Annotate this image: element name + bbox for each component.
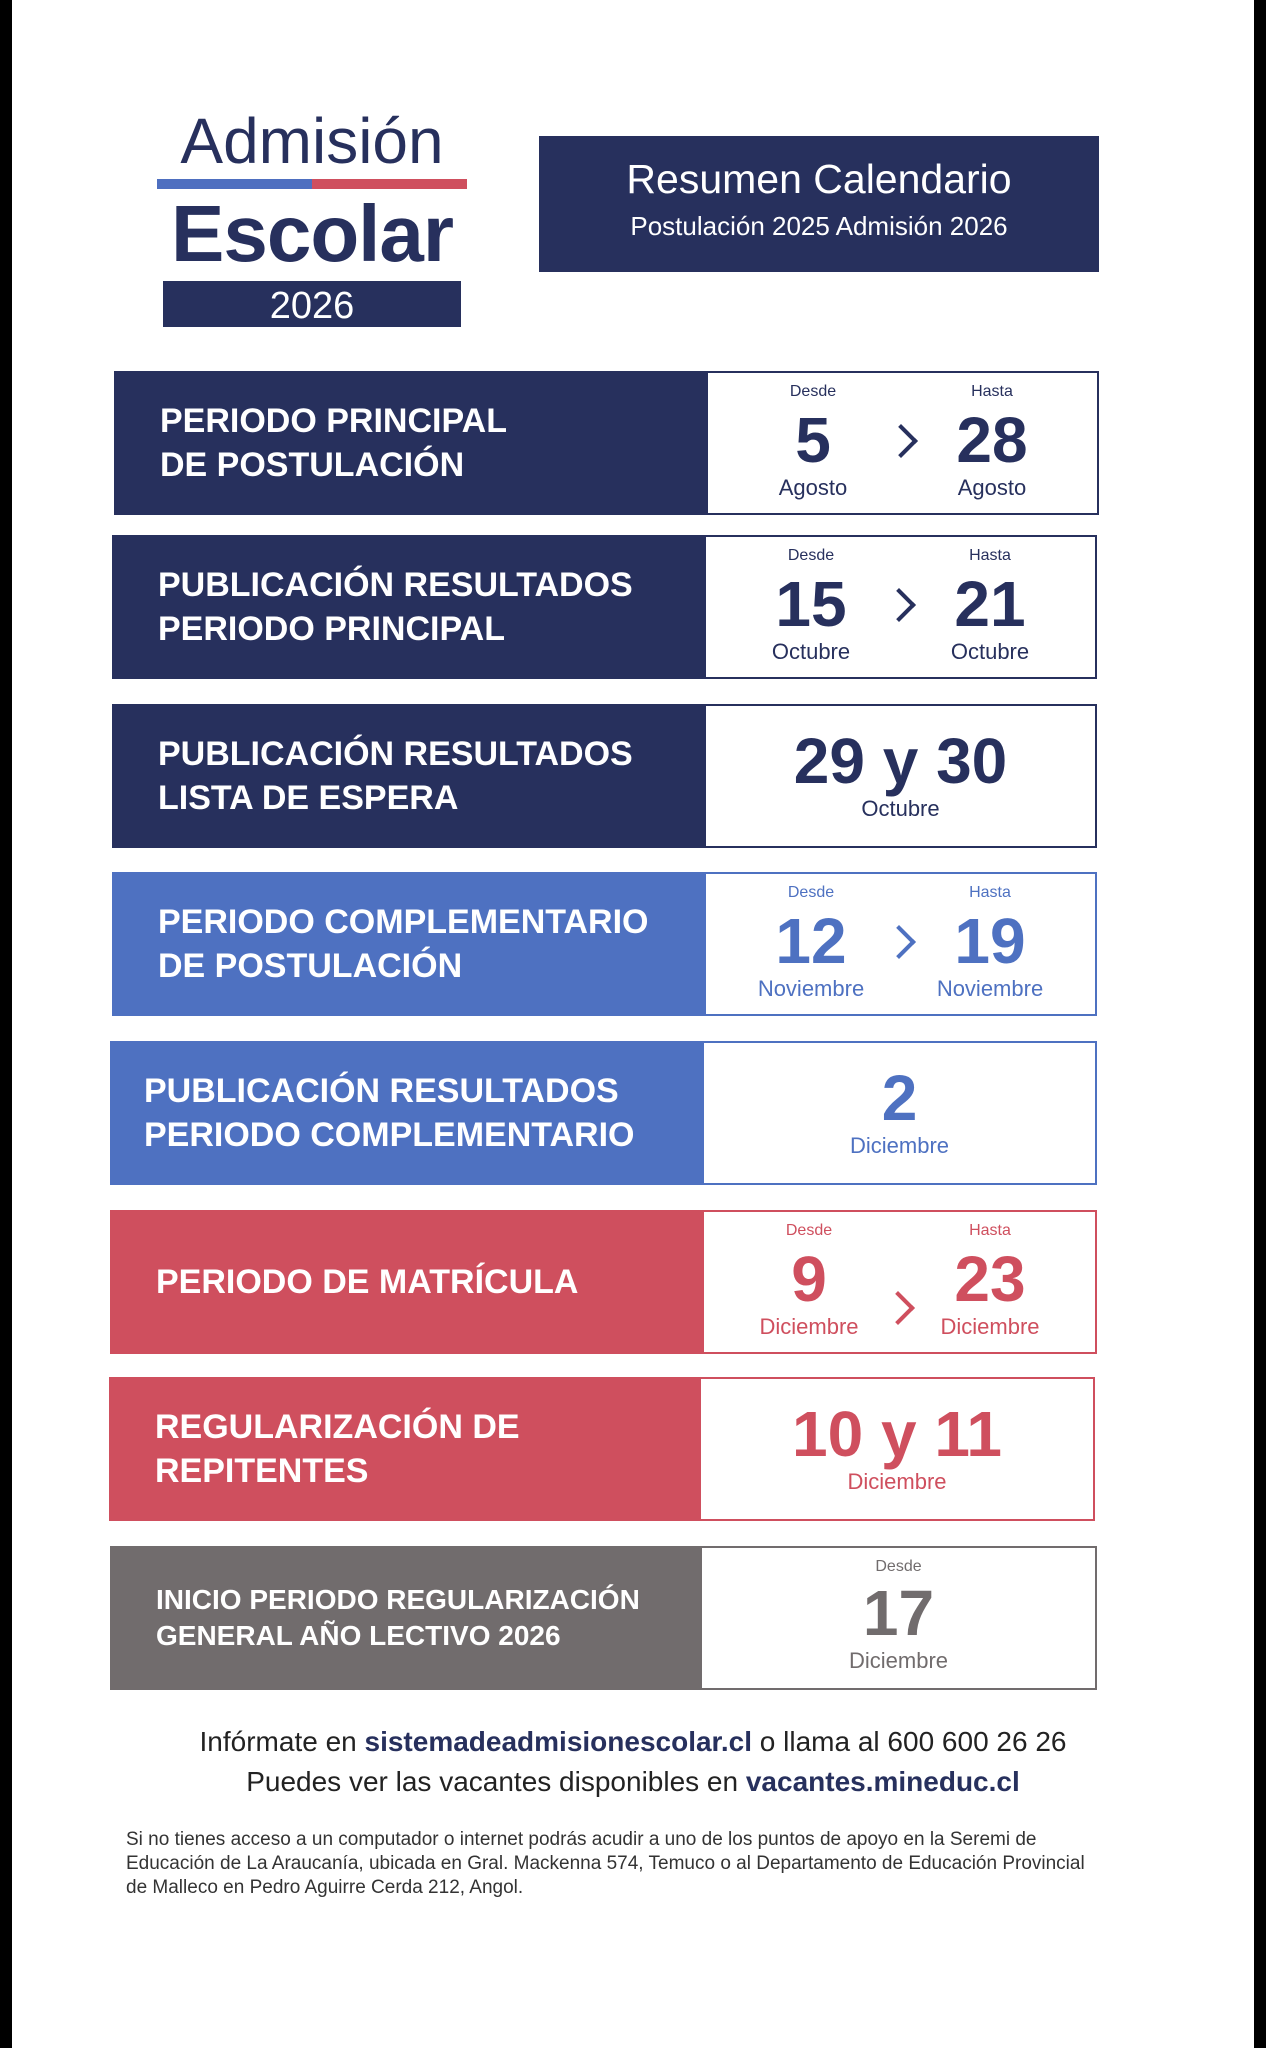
date-to [915, 537, 1065, 665]
row-dates [704, 535, 1097, 679]
from-day: 15 [775, 568, 847, 640]
to-month: Agosto [957, 475, 1027, 500]
row-label-line1: PERIODO DE MATRÍCULA [156, 1263, 579, 1301]
to-caption: Hasta [969, 884, 1011, 901]
row-label-line1: PERIODO PRINCIPAL [160, 402, 507, 440]
row-publicacion-principal [112, 535, 1097, 679]
row-label [114, 371, 706, 515]
day: 17 [862, 1577, 935, 1649]
row-dates [699, 1377, 1095, 1521]
from-month: Octubre [771, 639, 851, 664]
row-label-line1: PUBLICACIÓN RESULTADOS [158, 735, 633, 773]
support-note: Si no tienes acceso a un computador o internet podrás acudir a uno de los puntos de apoyo en la Seremi de Educación de La Araucanía, ubicada en Gral. Mackenna 574, Temuco o al Departamento de Educación Provincial de Malleco en Pedro Aguirre Cerda 212, Angol. [126, 1829, 1085, 1898]
info-line-1 [12, 1726, 1254, 1758]
month: Octubre [861, 796, 940, 821]
date-to [917, 373, 1067, 501]
to-day: 19 [954, 905, 1026, 977]
to-month: Noviembre [936, 976, 1044, 1001]
to-caption: Hasta [969, 1222, 1011, 1239]
from-month: Noviembre [757, 976, 865, 1001]
date-from [736, 874, 886, 1002]
row-periodo-principal [114, 371, 1099, 515]
to-day: 21 [954, 568, 1026, 640]
row-dates [702, 1210, 1097, 1354]
row-label-line2: PERIODO PRINCIPAL [158, 610, 505, 648]
row-label-line2: GENERAL AÑO LECTIVO 2026 [156, 1620, 561, 1651]
info-text: Puedes ver las vacantes disponibles en [246, 1766, 746, 1797]
month: Diciembre [847, 1469, 947, 1494]
to-day: 28 [956, 404, 1028, 476]
row-dates [702, 1041, 1097, 1185]
date-single [702, 1548, 1095, 1674]
info-text: Infórmate en [199, 1726, 365, 1757]
row-label [110, 1210, 702, 1354]
to-caption: Hasta [971, 383, 1013, 400]
info-phone-text: o llama al 600 600 26 26 [752, 1726, 1067, 1757]
row-publicacion-complementario [110, 1041, 1097, 1185]
date-single [704, 1043, 1095, 1159]
header-box [539, 136, 1099, 272]
from-caption: Desde [785, 1222, 833, 1239]
website-link[interactable]: sistemadeadmisionescolar.cl [364, 1726, 753, 1757]
row-regularizacion-repitentes [109, 1377, 1095, 1521]
info-line-2 [12, 1766, 1254, 1798]
chevron-right-icon [884, 424, 918, 458]
row-label-line2: DE POSTULACIÓN [158, 947, 463, 985]
row-lista-espera [112, 704, 1097, 848]
date-from [736, 537, 886, 665]
from-month: Diciembre [759, 1314, 859, 1339]
page-title: Resumen Calendario [626, 156, 1012, 202]
from-caption: Desde [787, 547, 835, 564]
row-dates [706, 371, 1099, 515]
vacantes-link[interactable]: vacantes.mineduc.cl [745, 1766, 1020, 1797]
row-dates [704, 872, 1097, 1016]
row-label [110, 1546, 700, 1690]
logo-year: 2026 [163, 281, 461, 327]
date-single [706, 706, 1095, 822]
row-label-line2: PERIODO COMPLEMENTARIO [144, 1116, 635, 1154]
date-to [915, 1212, 1065, 1340]
page-subtitle: Postulación 2025 Admisión 2026 [630, 211, 1008, 241]
row-label [112, 704, 704, 848]
chevron-right-icon [882, 925, 916, 959]
date-from [738, 373, 888, 501]
row-periodo-matricula [110, 1210, 1097, 1354]
logo-stripe [157, 179, 467, 189]
row-label-line2: REPITENTES [155, 1452, 369, 1490]
date-to [915, 874, 1065, 1002]
row-periodo-complementario [112, 872, 1097, 1016]
row-label-line2: LISTA DE ESPERA [158, 779, 459, 817]
logo-main-text: Escolar [170, 189, 454, 278]
from-month: Agosto [778, 475, 848, 500]
to-month: Octubre [950, 639, 1030, 664]
to-caption: Hasta [969, 547, 1011, 564]
chevron-right-icon [881, 1291, 915, 1325]
row-label [112, 535, 704, 679]
logo-top-text: Admisión [180, 105, 444, 177]
day: 10 y 11 [792, 1398, 1002, 1470]
row-label-line2: DE POSTULACIÓN [160, 446, 465, 484]
row-label [112, 872, 704, 1016]
row-label-line1: PERIODO COMPLEMENTARIO [158, 903, 649, 941]
admision-escolar-logo [157, 105, 467, 327]
day: 2 [881, 1062, 918, 1134]
row-dates [704, 704, 1097, 848]
row-dates [700, 1546, 1097, 1690]
to-day: 23 [954, 1243, 1026, 1315]
row-label [110, 1041, 702, 1185]
from-day: 12 [775, 905, 847, 977]
from-caption: Desde [789, 383, 837, 400]
month: Diciembre [848, 1648, 949, 1673]
row-label-line1: PUBLICACIÓN RESULTADOS [158, 566, 633, 604]
from-day: 9 [791, 1243, 827, 1315]
row-inicio-regularizacion [110, 1546, 1097, 1690]
chevron-right-icon [882, 588, 916, 622]
day: 29 y 30 [793, 725, 1008, 797]
row-label-line1: REGULARIZACIÓN DE [155, 1408, 520, 1446]
date-from [734, 1212, 884, 1340]
to-month: Diciembre [940, 1314, 1040, 1339]
calendar-page [12, 0, 1254, 2048]
from-caption: Desde [787, 884, 835, 901]
month: Diciembre [849, 1133, 950, 1158]
from-day: 5 [795, 404, 831, 476]
row-label [109, 1377, 699, 1521]
row-label-line1: INICIO PERIODO REGULARIZACIÓN [156, 1584, 640, 1615]
row-label-line1: PUBLICACIÓN RESULTADOS [144, 1072, 619, 1110]
date-single [701, 1379, 1093, 1495]
from-caption: Desde [875, 1558, 922, 1575]
